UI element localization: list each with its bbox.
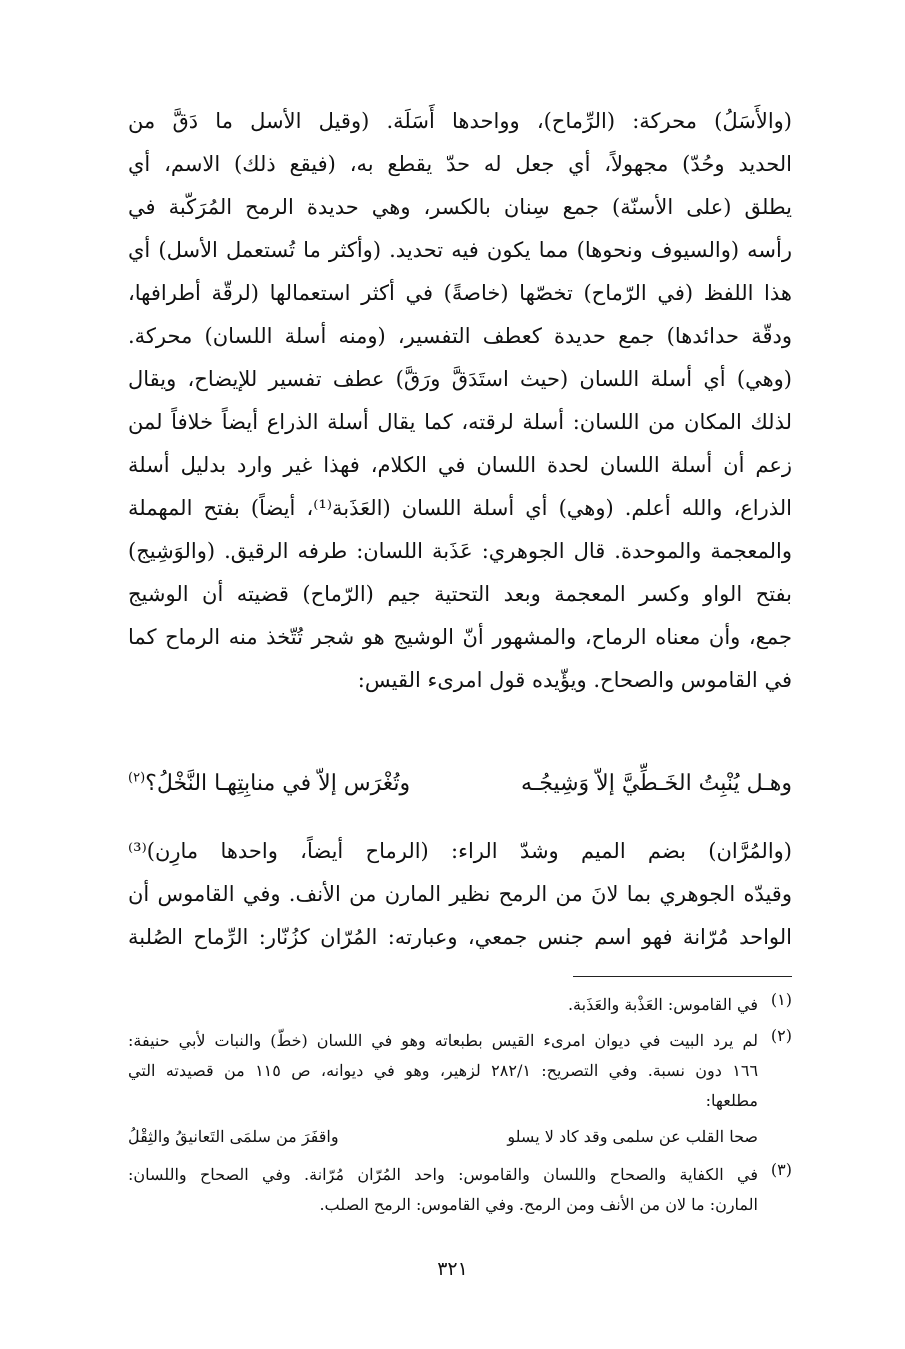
footnote-line: لم يرد البيت في ديوان امرىء القيس بطبعاته وهو في اللسان (خطّ) والنبات لأبي حنيفة: [128, 1031, 758, 1050]
footnote-line: مطلعها: [705, 1091, 758, 1110]
poetry-verse [128, 760, 792, 808]
footnote-2 [128, 1026, 792, 1154]
footnotes [128, 990, 792, 1220]
body-line: ودقّة حدائدها) جمع حديدة كعطف التفسير، (ومنه أسلة اللسان) محركة. [128, 324, 792, 348]
verse-first-hemistich: وهـل يُنْبِتُ الخَـطِّيَّ إلاّ وَشِيجُـه [521, 771, 792, 796]
body-line: جمع، وأن معناه الرماح، والمشهور أنّ الوشيج هو شجر تُتّخذ منه الرماح كما [128, 625, 792, 649]
footnote-3 [128, 1160, 792, 1220]
body-line: زعم أن أسلة اللسان لحدة اللسان في الكلام، فهذا غير وارد بدليل أسلة [128, 453, 792, 477]
second-paragraph [128, 830, 792, 959]
body-line: والمعجمة والموحدة. قال الجوهري: عَذَبة اللسان: طرفه الرقيق. (والوَشِيج) [128, 539, 792, 563]
page-number: ٣٢١ [437, 1258, 468, 1280]
body-line: لذلك المكان من اللسان: أسلة لرقته، كما يقال أسلة الذراع أيضاً خلافاً لمن [128, 410, 792, 434]
footnote-number: (١) [770, 990, 792, 1009]
body-line: الذراع، والله أعلم. (وهي) أي أسلة اللسان (العَذَبة⁽¹⁾، أيضاً) بفتح المهملة [128, 496, 792, 520]
footnote-verse-second-hemistich: واقفَرَ من سلمَى التَعانيقُ والثِقْلُ [128, 1127, 339, 1146]
body-line: الواحد مُرّانة فهو اسم جنس جمعي، وعبارته: المُرّان كزُنّار: الرِّماح الصُلبة [128, 925, 792, 949]
footnote-number: (٣) [770, 1160, 792, 1179]
body-line: بفتح الواو وكسر المعجمة وبعد التحتية جيم (الرّماح) قضيته أن الوشيج [128, 582, 792, 606]
footnote-number: (٢) [770, 1026, 792, 1045]
body-line: (والمُرَّان) بضم الميم وشدّ الراء: (الرماح أيضاً، واحدها مارِن)⁽³⁾ [128, 839, 792, 863]
footnote-ref: (٢) [128, 770, 146, 786]
footnote-separator [573, 976, 792, 977]
body-line: وقيدّه الجوهري بما لانَ من الرمح نظير المارن من الأنف. وفي القاموس أن [128, 882, 792, 906]
body-line: هذا اللفظ (في الرّماح) تخصّها (خاصةً) في أكثر استعمالها (لرقّة أطرافها، [128, 281, 792, 305]
verse-second-hemistich [128, 760, 410, 808]
footnote-verse [128, 1120, 758, 1154]
main-text-block [128, 100, 792, 702]
footnote-line: في الكفاية والصحاح واللسان والقاموس: واحد المُرّان مُرّانة. وفي الصحاح واللسان: [128, 1165, 758, 1184]
body-line: يطلق (على الأسنّة) جمع سِنان بالكسر، وهي حديدة الرمح المُرَكّبة في [128, 195, 792, 219]
footnote-verse-first-hemistich: صحا القلب عن سلمى وقد كاد لا يسلو [507, 1127, 758, 1146]
footnote-line: ١٦٦ دون نسبة. وفي التصريح: ٢٨٢/١ لزهير، وهو في ديوانه، ص ١١٥ من قصيدته التي [128, 1061, 758, 1080]
body-line: الحديد وحُدّ) مجهولاً، أي جعل له حدّ يقطع به، (فيقع ذلك) الاسم، أي [128, 152, 792, 176]
body-line: (وهي) أي أسلة اللسان (حيث استَدَقَّ ورَقَّ) عطف تفسير للإيضاح، ويقال [128, 367, 792, 391]
body-line: رأسه (والسيوف ونحوها) مما يكون فيه تحديد. (وأكثر ما تُستعمل الأسل) أي [128, 238, 792, 262]
verse-second-hemistich-text: وتُغْرَس إلاّ في منابِتِهـا النَّخْلُ؟ [145, 771, 411, 796]
footnote-line: المارن: ما لان من الأنف ومن الرمح. وفي القاموس: الرمح الصلب. [319, 1195, 758, 1214]
footnote-line: في القاموس: العَذْبة والعَذَبة. [567, 995, 758, 1014]
body-line: (والأَسَلُ) محركة: (الرِّماح)، وواحدها أَسَلَة. (وقيل الأسل ما دَقَّ من [128, 109, 792, 133]
body-line: في القاموس والصحاح. ويؤّيده قول امرىء القيس: [357, 668, 792, 692]
footnote-1 [128, 990, 792, 1020]
